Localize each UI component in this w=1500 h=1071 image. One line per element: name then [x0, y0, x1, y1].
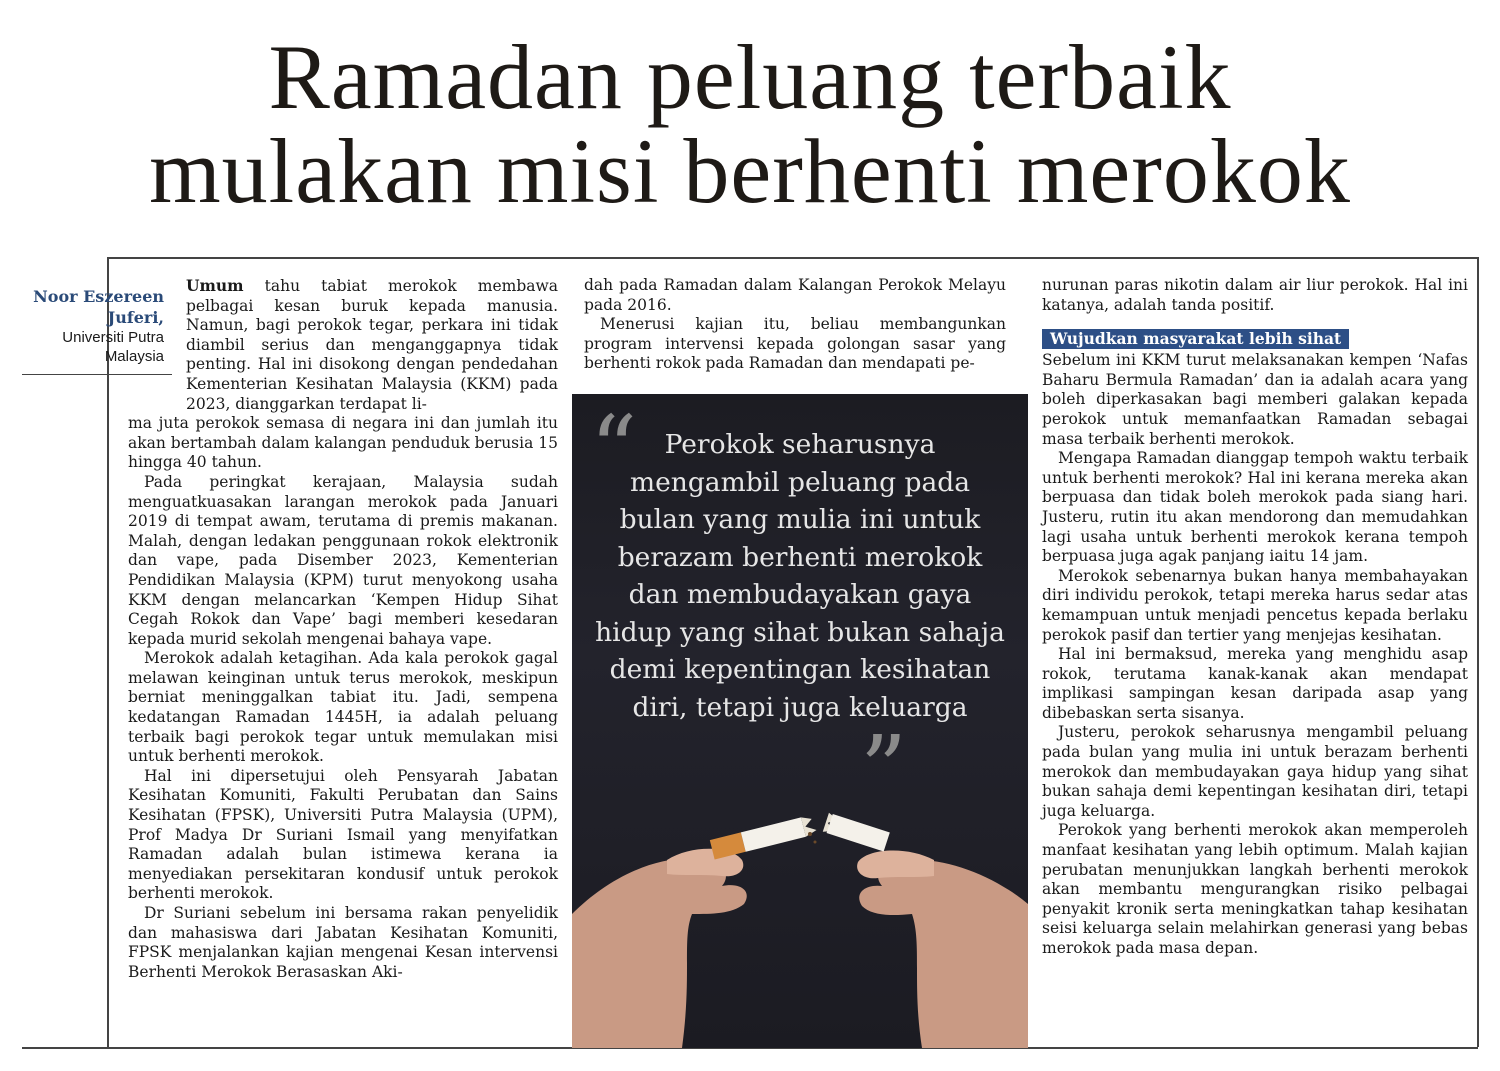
headline-line-1: Ramadan peluang terbaik — [268, 26, 1232, 128]
left-rule — [107, 257, 109, 1047]
paragraph-6: dah pada Ramadan dalam Kalangan Perokok Melayu pada 2016. — [584, 276, 1006, 314]
paragraph-3: Merokok adalah ketagihan. Ada kala perokok gagal melawan keinginan untuk terus merokok, meskipun berniat meninggalkan tabiat itu. Jadi, sempena kedatangan Ramadan 1445H, ia adalah peluang terbaik bagi perokok tegar untuk memulakan misi untuk berhenti merokok. — [128, 649, 558, 766]
article-column-1 — [128, 276, 558, 982]
paragraph-12: Hal ini bermaksud, mereka yang menghidu asap rokok, terutama kanak-kanak akan mendapat implikasi sampingan kesan daripada asap yang dibebaskan serta sisanya. — [1042, 645, 1468, 722]
lead-word: Umum — [186, 276, 244, 295]
article-column-3 — [1042, 276, 1468, 959]
close-quote-icon: ” — [860, 716, 908, 823]
paragraph-5: Dr Suriani sebelum ini bersama rakan penyelidik dan mahasiswa dari Jabatan Kesihatan Komuniti, FPSK menjalankan kajian mengenai Kesan intervensi Berhenti Merokok Berasaskan Aki- — [128, 904, 558, 981]
paragraph-2: Pada peringkat kerajaan, Malaysia sudah menguatkuasakan larangan merokok pada Januari 2019 di tempat awam, terutama di premis makanan. Malah, dengan ledakan penggunaan rokok elektronik dan vape, pada Disember 2023, Kementerian Pendidikan Malaysia (KPM) turut menyokong usaha KKM dengan melancarkan ‘Kempen Hidup Sihat Cegah Rokok dan Vape’ bagi memberi kesedaran kepada murid sekolah mengenai bahaya vape. — [128, 472, 558, 648]
pullquote-text: Perokok seharusnya mengambil peluang pada bulan yang mulia ini untuk berazam berhenti merokok dan membudayakan gaya hidup yang sihat bukan sahaja demi kepentingan kesihatan diri, tetapi juga keluarga — [595, 429, 1005, 723]
paragraph-9: Sebelum ini KKM turut melaksanakan kempen ‘Nafas Baharu Bermula Ramadan’ dan ia adalah acara yang boleh diperkasakan bagi memberi galakan kepada perokok untuk memanfaatkan Ramadan sebagai masa terbaik berhenti merokok. — [1042, 351, 1468, 448]
headline — [0, 26, 1500, 222]
paragraph-1b: ma juta perokok semasa di negara ini dan jumlah itu akan bertambah dalam kalangan penduduk berusia 15 hingga 40 tahun. — [128, 414, 558, 472]
paragraph-14: Perokok yang berhenti merokok akan memperoleh manfaat kesihatan yang lebih optimum. Malah kajian perubatan menunjukkan langkah berhenti merokok akan membantu mengurangkan risiko pelbagai penyakit kronik serta meningkatkan tahap kesihatan seisi keluarga selain melahirkan generasi yang bebas merokok pada masa depan. — [1042, 821, 1468, 957]
paragraph-10: Mengapa Ramadan dianggap tempoh waktu terbaik untuk berhenti merokok? Hal ini kerana mereka akan berpuasa dan tidak boleh merokok pada siang hari. Justeru, rutin itu akan mendorong dan memudahkan lagi usaha untuk berhenti merokok kerana tempoh berpuasa juga agak panjang iaitu 14 jam. — [1042, 449, 1468, 566]
broken-cigarette-image — [572, 764, 1028, 1048]
paragraph-11: Merokok sebenarnya bukan hanya membahayakan diri individu perokok, tetapi mereka harus sedar atas kemampuan untuk menjadi pencetus kepada berlaku perokok pasif dan tertier yang menjejas kesihatan. — [1042, 566, 1468, 644]
paragraph-8: nurunan paras nikotin dalam air liur perokok. Hal ini katanya, adalah tanda positif. — [1042, 276, 1468, 314]
author-affiliation-line-1: Universiti Putra — [62, 329, 164, 346]
headline-line-2: mulakan misi berhenti merokok — [149, 120, 1351, 222]
open-quote-icon: “ — [590, 396, 638, 503]
paragraph-1a — [128, 276, 558, 414]
author-name-line-1: Noor Eszereen — [33, 287, 164, 306]
article-column-2 — [584, 276, 1006, 374]
paragraph-13: Justeru, perokok seharusnya mengambil peluang pada bulan yang mulia ini untuk berazam berhenti merokok dan membudayakan gaya hidup yang sihat bukan sahaja demi kepentingan kesihatan diri, tetapi juga keluarga. — [1042, 723, 1468, 820]
pullquote-photo — [572, 394, 1028, 1048]
paragraph-1a-text: tahu tabiat merokok membawa pelbagai kesan buruk kepada manusia. Namun, bagi perokok tegar, perkara ini tidak diambil serius dan menganggapnya tidak penting. Hal ini disokong dengan pendedahan Kementerian Kesihatan Malaysia (KKM) pada 2023, dianggarkan terdapat li- — [186, 277, 558, 413]
top-rule — [108, 257, 1478, 259]
author-affiliation-line-2: Malaysia — [104, 348, 164, 365]
paragraph-7: Menerusi kajian itu, beliau membangunkan program intervensi kepada golongan sasar yang berhenti rokok pada Ramadan dan mendapati pe- — [584, 315, 1006, 373]
right-rule — [1477, 257, 1479, 1047]
paragraph-4: Hal ini dipersetujui oleh Pensyarah Jabatan Kesihatan Komuniti, Fakulti Perubatan dan Sains Kesihatan (FPSK), Universiti Putra Malaysia (UPM), Prof Madya Dr Suriani Ismail yang menyifatkan Ramadan adalah bulan istimewa kerana ia menyediakan persekitaran kondusif untuk perokok berhenti merokok. — [128, 766, 558, 903]
section-subhead: Wujudkan masyarakat lebih sihat — [1042, 329, 1349, 349]
author-name-line-2: Juferi, — [107, 308, 164, 327]
